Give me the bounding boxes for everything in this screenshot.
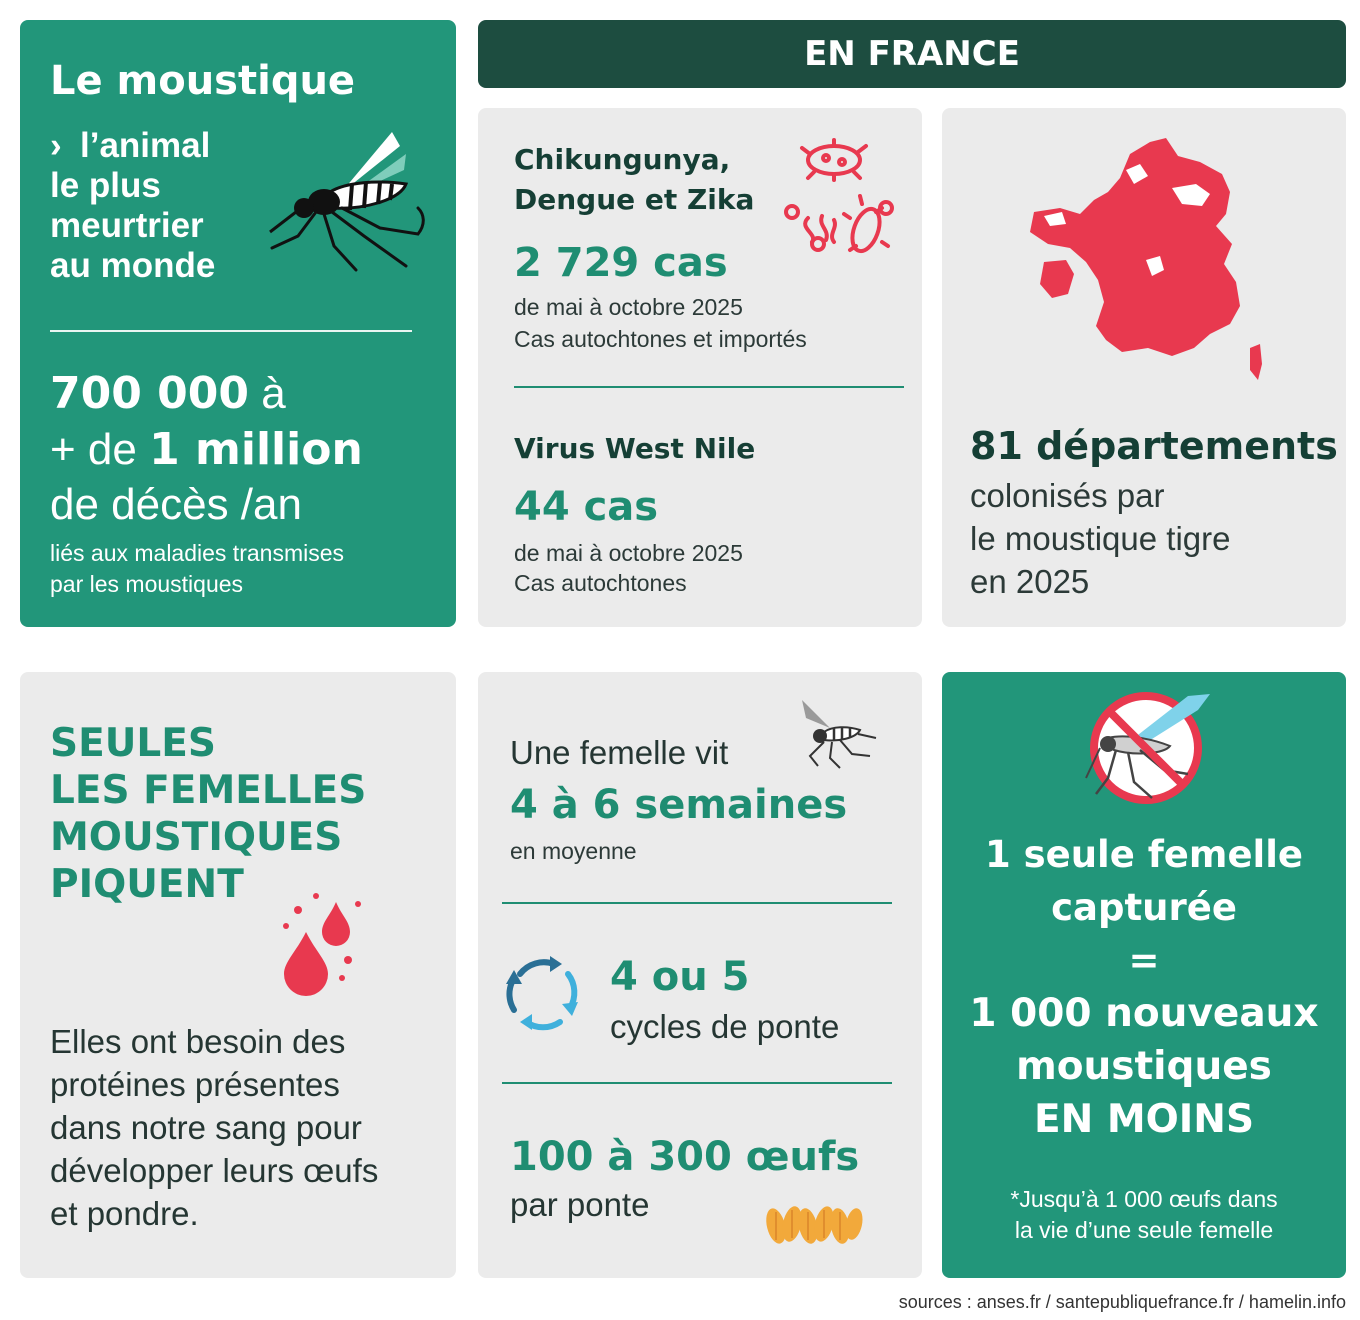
life-card — [478, 672, 922, 1278]
females-title — [50, 720, 366, 908]
sources: sources : anses.fr / santepubliquefrance.fr / hamelin.info — [898, 1292, 1346, 1312]
title-line: MOUSTIQUES — [50, 815, 343, 860]
westnile-count: 44 cas — [514, 484, 659, 530]
deaths-line1 — [50, 368, 286, 419]
title-line: PIQUENT — [50, 862, 244, 907]
title-line: SEULES — [50, 721, 216, 766]
diseases-period: de mai à octobre 2025 — [514, 294, 743, 320]
text-line: protéines présentes — [50, 1066, 340, 1103]
diseases-detail: Cas autochtones et importés — [514, 326, 807, 352]
females-text — [50, 1020, 378, 1235]
tiger-card — [942, 108, 1346, 627]
westnile-title: Virus West Nile — [514, 432, 756, 465]
note-line: liés aux maladies transmises — [50, 540, 345, 566]
capture-line: moustiques — [1016, 1044, 1272, 1089]
capture-line: EN MOINS — [1033, 1097, 1255, 1142]
capture-line: 1 000 nouveaux — [969, 991, 1319, 1036]
life-intro: Une femelle vit — [510, 734, 729, 771]
life-duration: 4 à 6 semaines — [510, 782, 848, 828]
deaths-connector: à — [261, 369, 286, 418]
title-line: LES FEMELLES — [50, 768, 367, 813]
subtitle-line: le plus — [50, 166, 161, 205]
intro-card — [20, 20, 456, 627]
westnile-detail: Cas autochtones — [514, 570, 687, 596]
france-header-label: EN FRANCE — [804, 34, 1020, 74]
westnile-period: de mai à octobre 2025 — [514, 540, 743, 566]
no-mosquito-icon — [1078, 686, 1218, 810]
deaths-line2 — [50, 424, 363, 475]
divider — [502, 902, 892, 904]
divider — [50, 330, 412, 332]
intro-title: Le moustique — [50, 58, 356, 104]
title-line: Dengue et Zika — [514, 183, 755, 216]
text-line: Elles ont besoin des — [50, 1023, 346, 1060]
text-line: en 2025 — [970, 563, 1090, 600]
capture-card — [942, 672, 1346, 1278]
france-map-icon — [1026, 134, 1266, 384]
eggs-number: 100 à 300 œufs — [510, 1134, 860, 1180]
bacteria-icon — [778, 138, 898, 256]
divider — [502, 1082, 892, 1084]
capture-line: 1 seule femelle — [984, 833, 1304, 876]
females-card — [20, 672, 456, 1278]
deaths-number-high: 1 million — [149, 424, 363, 475]
deaths-number-low: 700 000 — [50, 368, 250, 419]
tiger-count: 81 départements — [970, 424, 1338, 468]
capture-equals: = — [1128, 939, 1160, 982]
blood-drops-icon — [274, 886, 374, 996]
diseases-title — [514, 140, 754, 220]
text-line: développer leurs œufs — [50, 1152, 379, 1189]
cycle-arrows-icon — [502, 952, 584, 1034]
divider — [514, 386, 904, 388]
capture-message — [942, 828, 1346, 1146]
diseases-card — [478, 108, 922, 627]
deaths-note — [50, 538, 344, 600]
small-mosquito-icon — [796, 698, 878, 770]
capture-note — [942, 1184, 1346, 1246]
tiger-text — [970, 474, 1230, 603]
eggs-icon — [762, 1200, 866, 1248]
cycles-number: 4 ou 5 — [610, 954, 750, 1000]
diseases-count: 2 729 cas — [514, 240, 728, 286]
france-header — [478, 20, 1346, 88]
subtitle-line: meurtrier — [50, 206, 204, 245]
cycles-label: cycles de ponte — [610, 1008, 840, 1045]
text-line: et pondre. — [50, 1195, 199, 1232]
text-line: colonisés par — [970, 477, 1165, 514]
title-line: Chikungunya, — [514, 143, 731, 176]
eggs-label: par ponte — [510, 1186, 650, 1223]
deaths-unit: de décès /an — [50, 480, 302, 529]
note-line: par les moustiques — [50, 571, 244, 597]
note-line: la vie d’une seule femelle — [1014, 1217, 1274, 1243]
chevron-right-icon: › — [50, 126, 62, 165]
capture-line: capturée — [1051, 886, 1237, 929]
deaths-plus: + de — [50, 425, 137, 474]
intro-subtitle — [50, 126, 215, 286]
text-line: dans notre sang pour — [50, 1109, 362, 1146]
life-average: en moyenne — [510, 838, 637, 864]
note-line: *Jusqu’à 1 000 œufs dans — [1010, 1186, 1278, 1212]
text-line: le moustique tigre — [970, 520, 1231, 557]
subtitle-line: l’animal — [80, 126, 211, 165]
subtitle-line: au monde — [50, 246, 216, 285]
mosquito-icon — [268, 124, 428, 274]
